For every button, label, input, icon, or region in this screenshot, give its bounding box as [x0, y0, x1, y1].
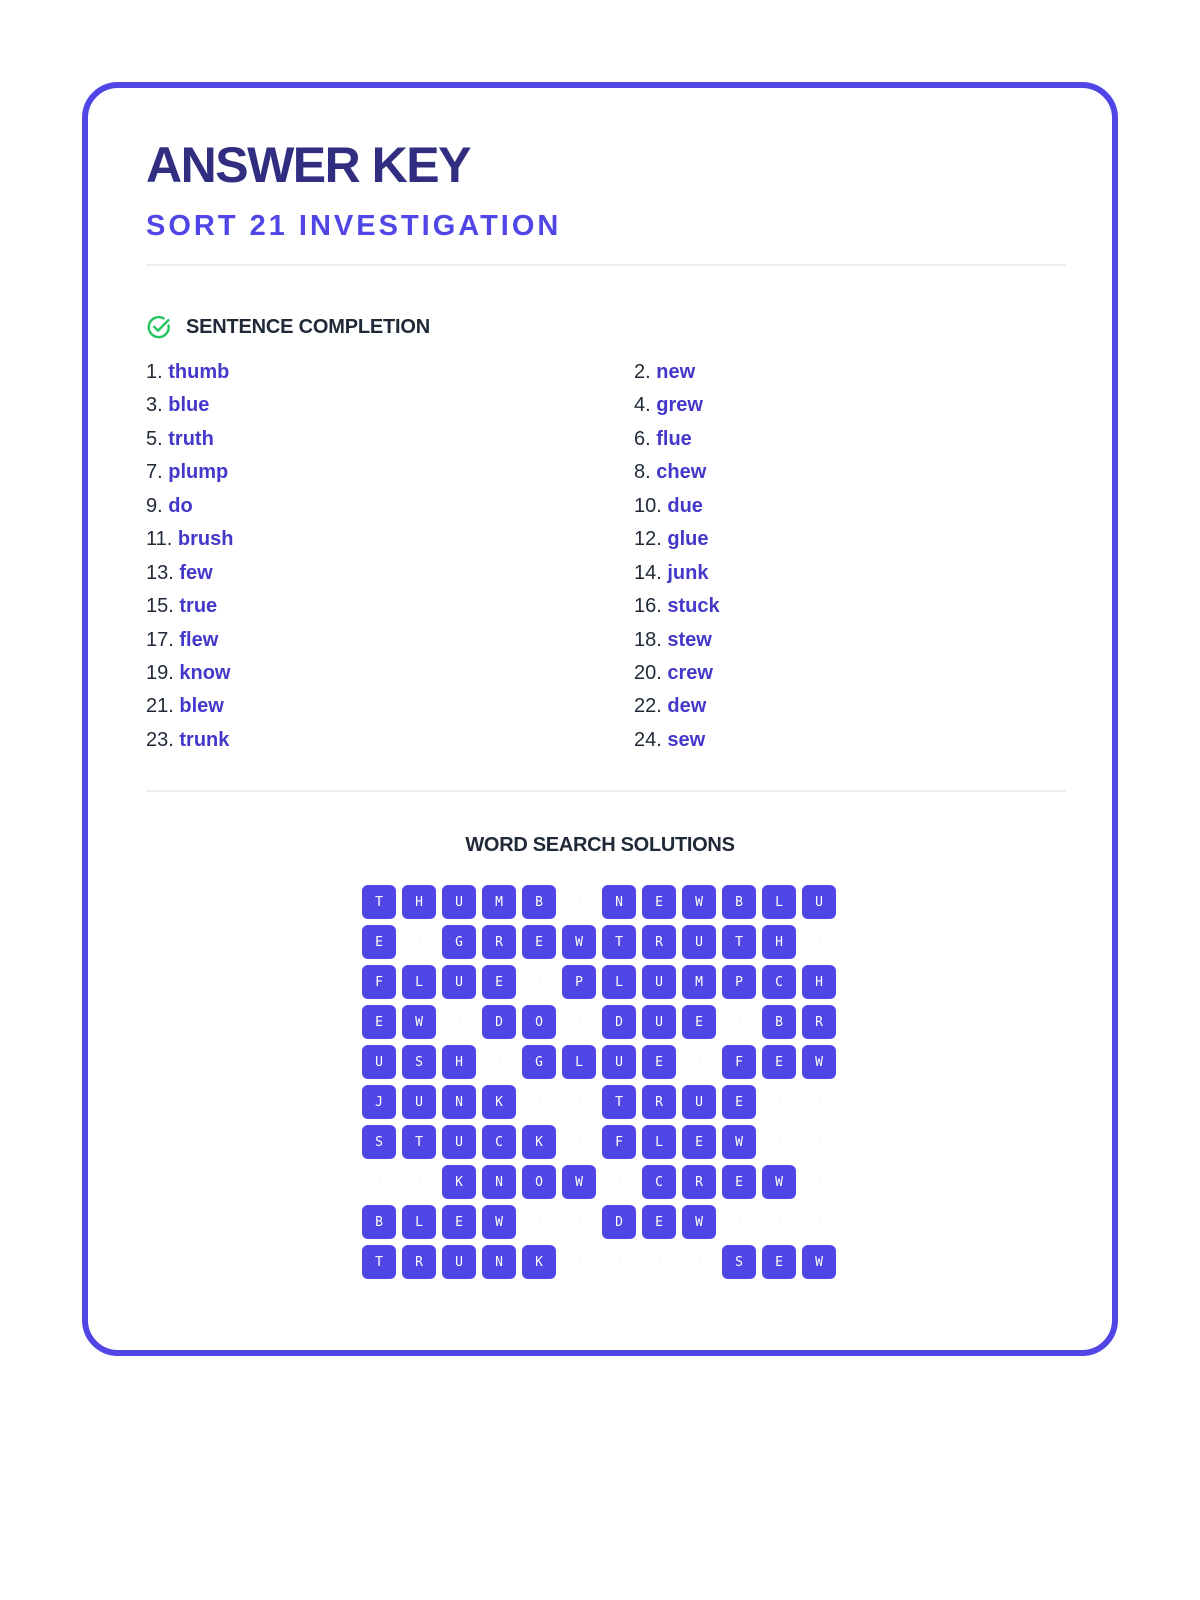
- answer-item: [634, 456, 1066, 489]
- grid-cell-letter: O: [522, 1005, 556, 1039]
- answer-item: [146, 724, 634, 757]
- grid-cell-empty: ·: [616, 1177, 622, 1187]
- word-search-grid: [362, 885, 836, 1279]
- grid-cell-empty: ·: [696, 1057, 702, 1067]
- answer-number: 1.: [146, 361, 163, 383]
- answer-word: plump: [168, 461, 229, 484]
- grid-cell-letter: U: [682, 925, 716, 959]
- grid-cell-letter: M: [682, 965, 716, 999]
- grid-cell-letter: D: [602, 1005, 636, 1039]
- answer-item: [634, 423, 1066, 456]
- grid-cell-letter: E: [482, 965, 516, 999]
- grid-cell-letter: U: [362, 1045, 396, 1079]
- answer-number: 18.: [634, 628, 662, 651]
- answer-item: [634, 490, 1066, 523]
- answer-word: brush: [177, 528, 234, 551]
- answer-word: dew: [667, 695, 707, 718]
- grid-cell-letter: K: [482, 1085, 516, 1119]
- grid-cell-letter: N: [442, 1085, 476, 1119]
- answer-number: 7.: [146, 461, 163, 484]
- grid-cell-letter: U: [602, 1045, 636, 1079]
- grid-cell-letter: R: [642, 925, 676, 959]
- grid-cell-letter: B: [762, 1005, 796, 1039]
- answer-number: 8.: [634, 461, 651, 484]
- answer-item: [146, 389, 634, 422]
- grid-cell-letter: W: [482, 1205, 516, 1239]
- grid-cell-letter: T: [602, 925, 636, 959]
- answer-item: [634, 557, 1066, 590]
- answer-number: 14.: [634, 561, 662, 584]
- grid-cell-empty: ·: [576, 1217, 582, 1227]
- answer-word: do: [168, 494, 193, 517]
- answer-word: stuck: [667, 595, 720, 618]
- grid-cell-letter: H: [762, 925, 796, 959]
- grid-cell-letter: R: [482, 925, 516, 959]
- grid-cell-letter: C: [762, 965, 796, 999]
- answer-word: few: [179, 561, 213, 584]
- answer-item: [634, 657, 1066, 690]
- grid-cell-letter: F: [722, 1045, 756, 1079]
- answer-number: 5.: [146, 427, 163, 450]
- answer-item: [146, 456, 634, 489]
- grid-cell-empty: ·: [656, 1257, 662, 1267]
- grid-cell-letter: B: [722, 885, 756, 919]
- grid-cell-letter: M: [482, 885, 516, 919]
- grid-cell-letter: W: [562, 925, 596, 959]
- sentence-completion-title: SENTENCE COMPLETION: [186, 315, 430, 338]
- check-circle-icon: [146, 314, 172, 340]
- answer-number: 16.: [634, 595, 662, 618]
- grid-cell-empty: ·: [376, 1177, 382, 1187]
- grid-cell-letter: E: [722, 1085, 756, 1119]
- grid-cell-empty: ·: [536, 1097, 542, 1107]
- grid-cell-empty: ·: [416, 937, 422, 947]
- answer-word: crew: [667, 661, 713, 684]
- grid-cell-letter: P: [722, 965, 756, 999]
- grid-cell-letter: W: [562, 1165, 596, 1199]
- answer-item: [146, 356, 634, 389]
- answer-word: junk: [667, 561, 709, 584]
- answer-word: new: [656, 361, 696, 383]
- grid-cell-empty: ·: [736, 1017, 742, 1027]
- grid-cell-letter: W: [722, 1125, 756, 1159]
- answer-number: 11.: [146, 528, 173, 551]
- grid-cell-letter: T: [602, 1085, 636, 1119]
- grid-cell-empty: ·: [816, 1137, 822, 1147]
- grid-cell-letter: T: [402, 1125, 436, 1159]
- answer-word: glue: [667, 528, 709, 551]
- grid-cell-empty: ·: [576, 1137, 582, 1147]
- section-divider: [146, 790, 1066, 792]
- page-title: ANSWER KEY: [146, 137, 470, 193]
- grid-cell-letter: E: [642, 1205, 676, 1239]
- grid-cell-empty: ·: [576, 1257, 582, 1267]
- grid-cell-letter: G: [442, 925, 476, 959]
- grid-cell-empty: ·: [576, 1097, 582, 1107]
- grid-cell-letter: U: [642, 1005, 676, 1039]
- answer-number: 19.: [146, 661, 174, 684]
- answer-number: 21.: [146, 695, 174, 718]
- grid-cell-letter: E: [682, 1005, 716, 1039]
- answer-item: [634, 389, 1066, 422]
- grid-cell-letter: L: [762, 885, 796, 919]
- grid-cell-letter: E: [442, 1205, 476, 1239]
- answer-item: [146, 624, 634, 657]
- answer-number: 9.: [146, 494, 163, 517]
- answer-word: due: [667, 494, 703, 517]
- grid-cell-letter: E: [762, 1245, 796, 1279]
- grid-cell-letter: B: [522, 885, 556, 919]
- answer-word: chew: [656, 461, 707, 484]
- answer-number: 23.: [146, 728, 174, 751]
- answer-item: [634, 690, 1066, 723]
- grid-cell-letter: W: [802, 1045, 836, 1079]
- answer-item: [146, 690, 634, 723]
- answer-word: true: [179, 595, 218, 618]
- answer-item: [634, 624, 1066, 657]
- header-divider: [146, 264, 1066, 266]
- grid-cell-letter: R: [642, 1085, 676, 1119]
- grid-cell-letter: S: [722, 1245, 756, 1279]
- grid-cell-empty: ·: [816, 1217, 822, 1227]
- grid-cell-letter: D: [482, 1005, 516, 1039]
- grid-cell-letter: T: [362, 885, 396, 919]
- grid-cell-letter: H: [442, 1045, 476, 1079]
- grid-cell-letter: U: [682, 1085, 716, 1119]
- grid-cell-letter: W: [402, 1005, 436, 1039]
- grid-cell-letter: H: [802, 965, 836, 999]
- grid-cell-empty: ·: [496, 1057, 502, 1067]
- answer-word: blue: [168, 394, 210, 417]
- grid-cell-empty: ·: [536, 977, 542, 987]
- answer-item: [146, 423, 634, 456]
- grid-cell-letter: L: [642, 1125, 676, 1159]
- answer-item: [146, 523, 634, 556]
- grid-cell-empty: ·: [776, 1097, 782, 1107]
- grid-cell-letter: U: [642, 965, 676, 999]
- grid-cell-letter: U: [442, 965, 476, 999]
- word-search-title: WORD SEARCH SOLUTIONS: [465, 834, 735, 856]
- grid-cell-letter: R: [402, 1245, 436, 1279]
- grid-cell-letter: B: [362, 1205, 396, 1239]
- answer-word: know: [179, 661, 231, 684]
- answer-number: 2.: [634, 361, 651, 383]
- answer-number: 13.: [146, 561, 174, 584]
- grid-cell-letter: N: [482, 1165, 516, 1199]
- grid-cell-letter: K: [442, 1165, 476, 1199]
- grid-cell-letter: U: [442, 885, 476, 919]
- answer-number: 12.: [634, 528, 662, 551]
- answer-word: sew: [667, 728, 706, 751]
- answer-number: 17.: [146, 628, 174, 651]
- grid-cell-letter: K: [522, 1125, 556, 1159]
- grid-cell-empty: ·: [456, 1017, 462, 1027]
- grid-cell-letter: R: [802, 1005, 836, 1039]
- grid-cell-letter: S: [402, 1045, 436, 1079]
- grid-cell-empty: ·: [696, 1257, 702, 1267]
- grid-cell-empty: ·: [576, 1017, 582, 1027]
- answer-word: trunk: [179, 728, 230, 751]
- answer-word: flue: [656, 427, 692, 450]
- answer-word: thumb: [168, 361, 230, 383]
- answer-item: [634, 356, 1066, 389]
- grid-cell-empty: ·: [536, 1217, 542, 1227]
- grid-cell-letter: K: [522, 1245, 556, 1279]
- grid-cell-letter: E: [722, 1165, 756, 1199]
- grid-cell-empty: ·: [616, 1257, 622, 1267]
- grid-cell-letter: C: [642, 1165, 676, 1199]
- grid-cell-empty: ·: [776, 1137, 782, 1147]
- answer-number: 20.: [634, 661, 662, 684]
- answer-word: truth: [168, 427, 214, 450]
- answer-item: [634, 523, 1066, 556]
- answer-number: 10.: [634, 494, 662, 517]
- answer-key-card: [82, 82, 1118, 1356]
- grid-cell-letter: E: [642, 885, 676, 919]
- grid-cell-letter: D: [602, 1205, 636, 1239]
- grid-cell-letter: L: [402, 965, 436, 999]
- grid-cell-letter: U: [442, 1245, 476, 1279]
- grid-cell-empty: ·: [416, 1177, 422, 1187]
- grid-cell-letter: W: [682, 885, 716, 919]
- grid-cell-letter: S: [362, 1125, 396, 1159]
- grid-cell-empty: ·: [776, 1217, 782, 1227]
- grid-cell-empty: ·: [576, 897, 582, 907]
- answer-number: 22.: [634, 695, 662, 718]
- answer-item: [146, 657, 634, 690]
- grid-cell-letter: O: [522, 1165, 556, 1199]
- grid-cell-letter: F: [602, 1125, 636, 1159]
- grid-cell-letter: E: [642, 1045, 676, 1079]
- grid-cell-letter: F: [362, 965, 396, 999]
- grid-cell-empty: ·: [816, 1177, 822, 1187]
- grid-cell-letter: W: [802, 1245, 836, 1279]
- grid-cell-letter: P: [562, 965, 596, 999]
- grid-cell-letter: E: [762, 1045, 796, 1079]
- grid-cell-empty: ·: [816, 1097, 822, 1107]
- grid-cell-letter: C: [482, 1125, 516, 1159]
- sentence-completion-header: [146, 314, 430, 340]
- grid-cell-letter: W: [682, 1205, 716, 1239]
- answer-number: 4.: [634, 394, 651, 417]
- grid-cell-letter: W: [762, 1165, 796, 1199]
- grid-cell-letter: H: [402, 885, 436, 919]
- grid-cell-letter: L: [562, 1045, 596, 1079]
- answer-item: [634, 724, 1066, 757]
- answer-word: flew: [179, 628, 219, 651]
- grid-cell-letter: L: [602, 965, 636, 999]
- page-subtitle: SORT 21 INVESTIGATION: [146, 210, 562, 242]
- grid-cell-letter: U: [802, 885, 836, 919]
- grid-cell-letter: G: [522, 1045, 556, 1079]
- answer-number: 15.: [146, 595, 174, 618]
- grid-cell-letter: E: [362, 1005, 396, 1039]
- grid-cell-letter: E: [362, 925, 396, 959]
- grid-cell-empty: ·: [736, 1217, 742, 1227]
- answer-item: [634, 590, 1066, 623]
- answer-list: [146, 356, 1066, 756]
- grid-cell-letter: U: [442, 1125, 476, 1159]
- grid-cell-letter: T: [722, 925, 756, 959]
- grid-cell-letter: L: [402, 1205, 436, 1239]
- answer-number: 24.: [634, 728, 662, 751]
- grid-cell-letter: R: [682, 1165, 716, 1199]
- grid-cell-letter: N: [482, 1245, 516, 1279]
- answer-item: [146, 490, 634, 523]
- answer-word: blew: [179, 695, 224, 718]
- answer-word: stew: [667, 628, 712, 651]
- grid-cell-letter: T: [362, 1245, 396, 1279]
- answer-number: 6.: [634, 427, 651, 450]
- grid-cell-letter: E: [682, 1125, 716, 1159]
- grid-cell-empty: ·: [816, 937, 822, 947]
- grid-cell-letter: E: [522, 925, 556, 959]
- grid-cell-letter: U: [402, 1085, 436, 1119]
- grid-cell-letter: N: [602, 885, 636, 919]
- answer-number: 3.: [146, 394, 163, 417]
- answer-item: [146, 557, 634, 590]
- answer-word: grew: [656, 394, 703, 417]
- grid-cell-letter: J: [362, 1085, 396, 1119]
- answer-item: [146, 590, 634, 623]
